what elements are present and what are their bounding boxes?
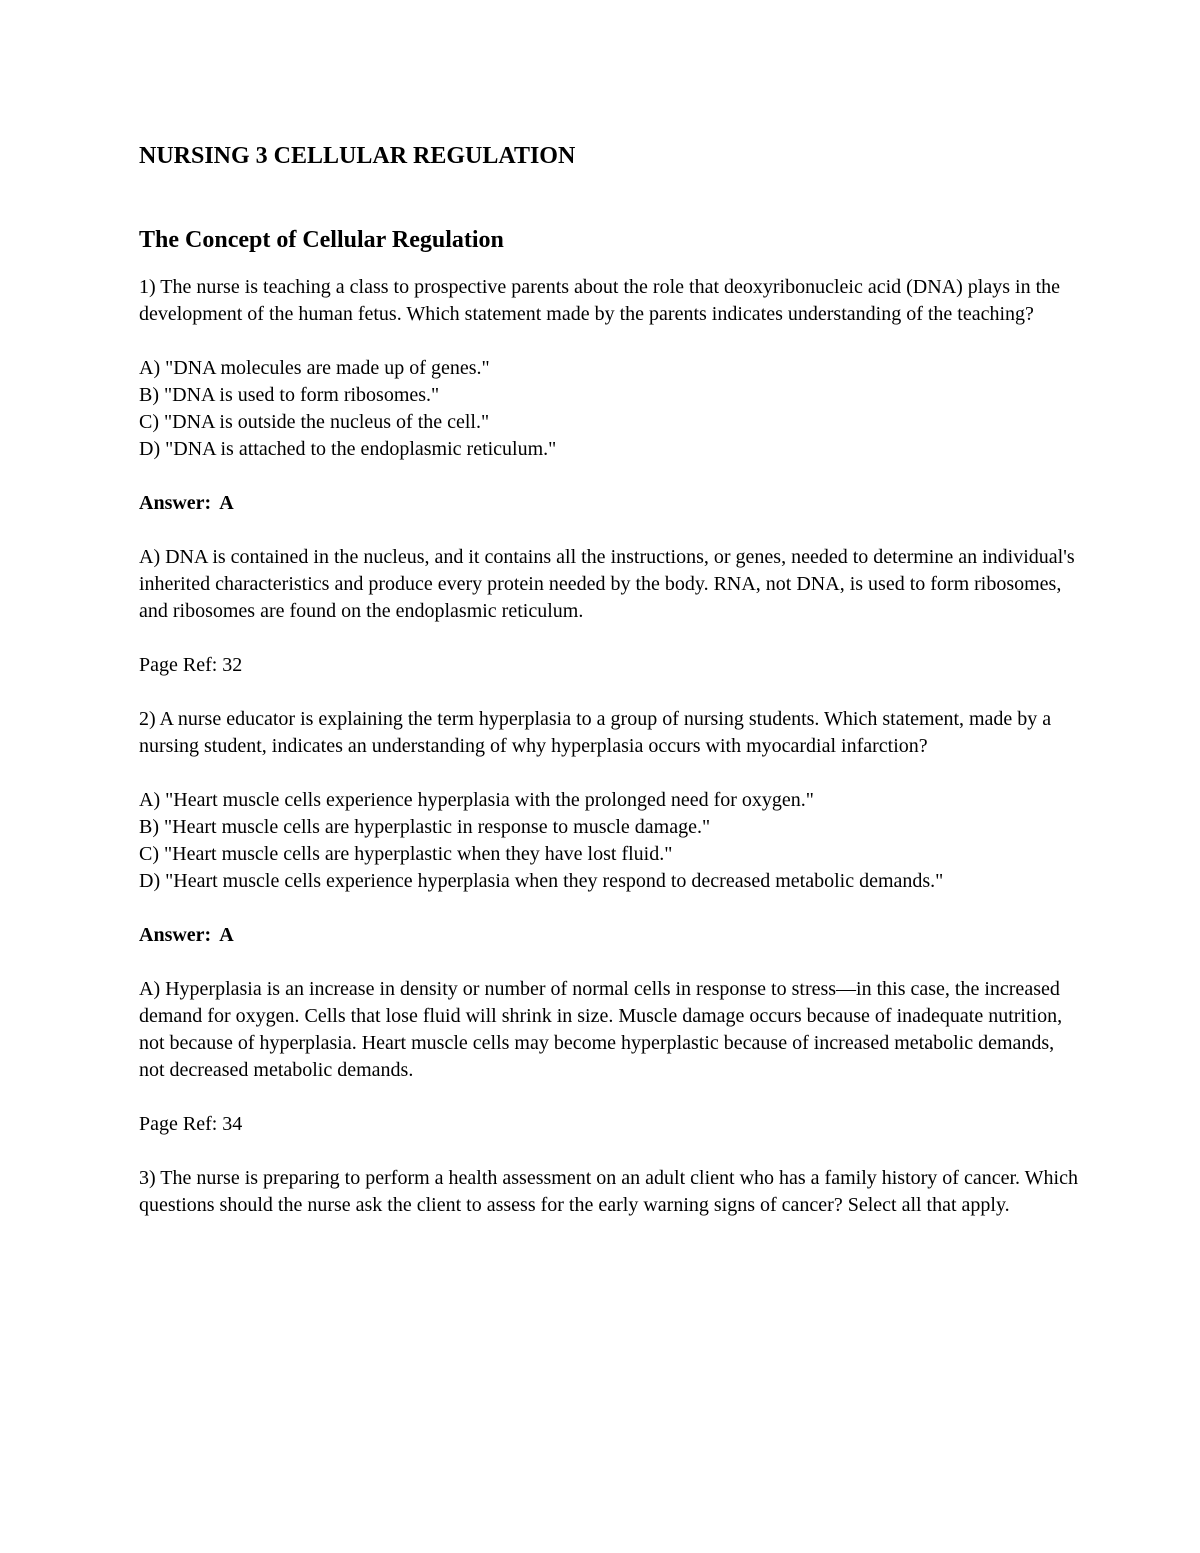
rationale: A) DNA is contained in the nucleus, and it contains all the instructions, or genes, needed to determine an individual's inherited characteristics and produce every protein needed by the body. RNA, not DNA, is used to form ribosomes, and ribosomes are found on the endoplasmic reticulum. <box>139 546 1075 622</box>
answer-value: A <box>219 492 234 514</box>
option-b: B) "DNA is used to form ribosomes." <box>139 384 440 406</box>
question-stem: 1) The nurse is teaching a class to prospective parents about the role that deoxyribonucleic acid (DNA) plays in the development of the human fetus. Which statement made by the parents indicates understanding of the teaching? <box>139 276 1061 325</box>
option-list <box>139 787 1079 895</box>
option-c: C) "DNA is outside the nucleus of the cell." <box>139 411 490 433</box>
page-ref: Page Ref: 32 <box>139 654 243 676</box>
rationale: A) Hyperplasia is an increase in density or number of normal cells in response to stress—in this case, the increased demand for oxygen. Cells that lose fluid will shrink in size. Muscle damage occurs because of inadequate nutrition, not because of hyperplasia. Heart muscle cells may become hyperplastic because of increased metabolic demands, not decreased metabolic demands. <box>139 978 1063 1081</box>
answer-value: A <box>219 924 234 946</box>
document-content <box>139 140 1079 1219</box>
question-2 <box>139 706 1079 1138</box>
section-title: The Concept of Cellular Regulation <box>139 227 504 253</box>
option-d: D) "Heart muscle cells experience hyperplasia when they respond to decreased metabolic demands." <box>139 870 944 892</box>
answer-label: Answer: <box>139 492 212 514</box>
option-a: A) "Heart muscle cells experience hyperplasia with the prolonged need for oxygen." <box>139 789 814 811</box>
option-d: D) "DNA is attached to the endoplasmic reticulum." <box>139 438 557 460</box>
option-a: A) "DNA molecules are made up of genes." <box>139 357 490 379</box>
option-b: B) "Heart muscle cells are hyperplastic in response to muscle damage." <box>139 816 711 838</box>
question-stem: 3) The nurse is preparing to perform a health assessment on an adult client who has a family history of cancer. Which questions should the nurse ask the client to assess for the early warning signs of cancer? Select all that apply. <box>139 1167 1078 1216</box>
answer-label: Answer: <box>139 924 212 946</box>
document-title: NURSING 3 CELLULAR REGULATION <box>139 143 576 169</box>
question-1 <box>139 274 1079 679</box>
question-3 <box>139 1165 1079 1219</box>
option-list <box>139 355 1079 463</box>
page-ref: Page Ref: 34 <box>139 1113 243 1135</box>
answer-line <box>139 490 1079 517</box>
answer-line <box>139 922 1079 949</box>
option-c: C) "Heart muscle cells are hyperplastic when they have lost fluid." <box>139 843 673 865</box>
question-stem: 2) A nurse educator is explaining the term hyperplasia to a group of nursing students. Which statement, made by a nursing student, indicates an understanding of why hyperplasia occurs with myocardial infarction? <box>139 708 1052 757</box>
